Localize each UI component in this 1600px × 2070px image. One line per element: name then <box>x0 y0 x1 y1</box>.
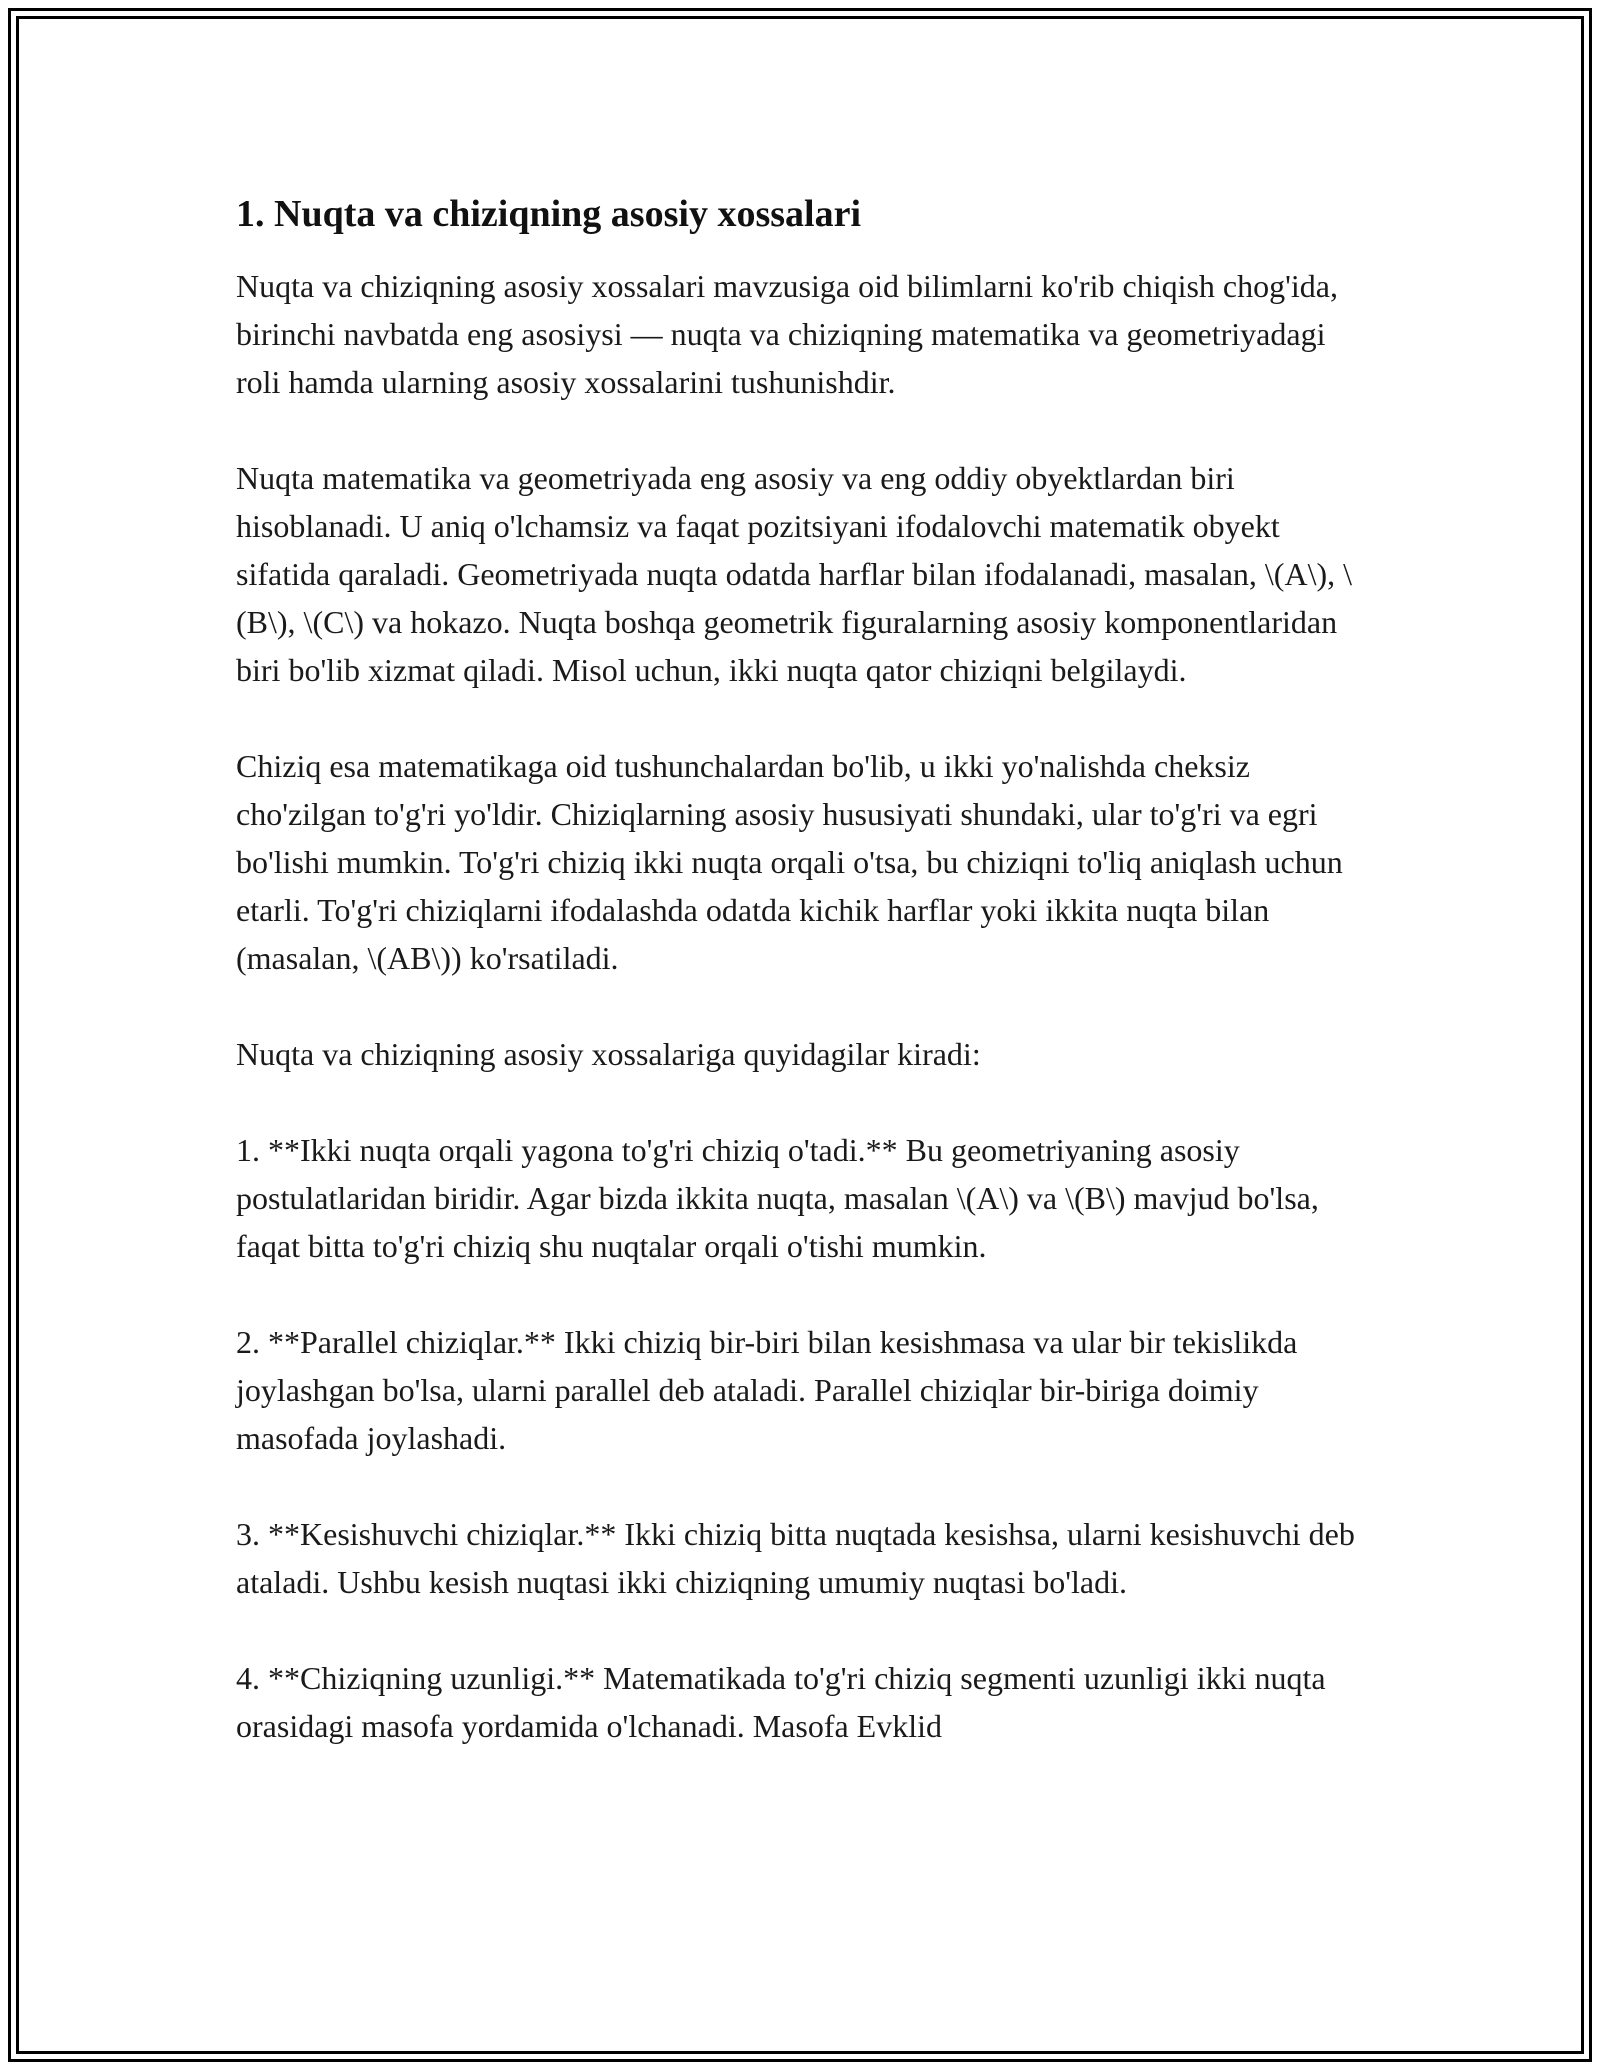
document-title: 1. Nuqta va chiziqning asosiy xossalari <box>236 193 861 235</box>
list-item-3: 3. **Kesishuvchi chiziqlar.** Ikki chiziq bitta nuqtada kesishsa, ularni kesishuvchi deb ataladi. Ushbu kesish nuqtasi ikki chiziqning umumiy nuqtasi bo'ladi. <box>236 1516 1355 1600</box>
list-item-2: 2. **Parallel chiziqlar.** Ikki chiziq bir-biri bilan kesishmasa va ular bir tekislikda joylashgan bo'lsa, ularni parallel deb ataladi. Parallel chiziqlar bir-biriga doimiy masofada joylashadi. <box>236 1324 1298 1456</box>
list-item-4: 4. **Chiziqning uzunligi.** Matematikada to'g'ri chiziq segmenti uzunligi ikki nuqta orasidagi masofa yordamida o'lchanadi. Masofa Evklid <box>236 1660 1326 1744</box>
paragraph-line: Chiziq esa matematikaga oid tushunchalardan bo'lib, u ikki yo'nalishda cheksiz cho'zilgan to'g'ri yo'ldir. Chiziqlarning asosiy hususiyati shundaki, ular to'g'ri va egri bo'lishi mumkin. To'g'ri chiziq ikki nuqta orqali o'tsa, bu chiziqni to'liq aniqlash uchun etarli. To'g'ri chiziqlarni ifodalashda odatda kichik harflar yoki ikkita nuqta bilan (masalan, \(AB\)) ko'rsatiladi. <box>236 748 1343 976</box>
paragraph-point: Nuqta matematika va geometriyada eng asosiy va eng oddiy obyektlardan biri hisoblanadi. U aniq o'lchamsiz va faqat pozitsiyani ifodalovchi matematik obyekt sifatida qaraladi. Geometriyada nuqta odatda harflar bilan ifodalanadi, masalan, \(A\), \(B\), \(C\) va hokazo. Nuqta boshqa geometrik figuralarning asosiy komponentlaridan biri bo'lib xizmat qiladi. Misol uchun, ikki nuqta qator chiziqni belgilaydi. <box>236 460 1352 688</box>
paragraph-intro: Nuqta va chiziqning asosiy xossalari mavzusiga oid bilimlarni ko'rib chiqish chog'ida, birinchi navbatda eng asosiysi — nuqta va chiziqning matematika va geometriyadagi roli hamda ularning asosiy xossalarini tushunishdir. <box>236 268 1338 400</box>
paragraph-properties-intro: Nuqta va chiziqning asosiy xossalariga quyidagilar kiradi: <box>236 1036 981 1072</box>
list-item-1: 1. **Ikki nuqta orqali yagona to'g'ri chiziq o'tadi.** Bu geometriyaning asosiy postulatlaridan biridir. Agar bizda ikkita nuqta, masalan \(A\) va \(B\) mavjud bo'lsa, faqat bitta to'g'ri chiziq shu nuqtalar orqali o'tishi mumkin. <box>236 1132 1319 1264</box>
document-body <box>236 190 1364 1798</box>
